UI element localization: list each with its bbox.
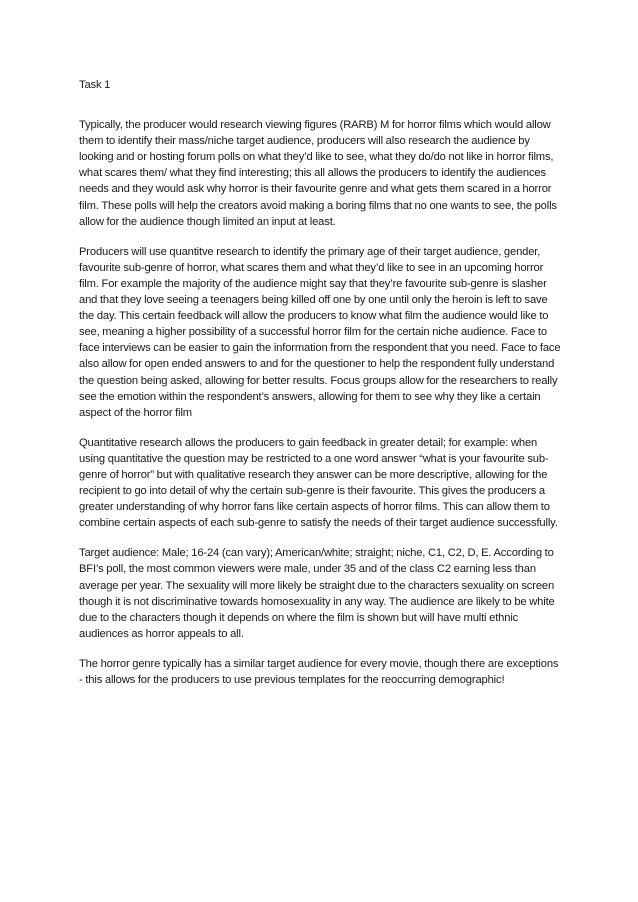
paragraph-target-audience: Target audience: Male; 16-24 (can vary); American/white; straight; niche, C1, C2, D, E. According to BFI’s poll, the most common viewers were male, under 35 and of the class C2 earning less than average per year. The sexuality will more likely be straight due to the characters sexuality on screen though it is not discriminative towards homosexuality in any way. The audience are likely to be white due to the characters though it depends on where the film is shown but will have multi ethnic audiences as horror appeals to all. bbox=[79, 547, 555, 640]
document-heading: Task 1 bbox=[79, 79, 111, 91]
paragraph-conclusion: The horror genre typically has a similar target audience for every movie, though there are exceptions - this allows for the producers to use previous templates for the reoccurring demographic! bbox=[79, 657, 559, 686]
paragraph-research-overview: Typically, the producer would research viewing figures (RARB) M for horror films which would allow them to identify their mass/niche target audience, producers will also research the audience by looking and or hosting forum polls on what they’d like to see, what they do/do not like in horror films, what scares them/ what they find interesting; this all allows the producers to identify the audiences needs and they would ask why horror is their favourite genre and what gets them scared in a horror film. These polls will help the creators avoid making a boring films that no one wants to see, the polls allow for the audience though limited an input at least. bbox=[79, 119, 557, 228]
paragraph-qualitative-research: Quantitative research allows the producers to gain feedback in greater detail; for example: when using quantitative the question may be restricted to a one word answer “what is your favourite sub-genre of horror” but with qualitative research they answer can be more descriptive, allowing for the recipient to go into detail of why the certain sub-genre is their favourite. This gives the producers a greater understanding of why horror fans like certain aspects of horror films. This can allow them to combine certain aspects of each sub-genre to satisfy the needs of their target audience successfully. bbox=[79, 436, 558, 530]
paragraph-quantitative-research: Producers will use quantitve research to identify the primary age of their target audience, gender, favourite sub-genre of horror, what scares them and what they’d like to see in an upcoming horror film. For example the majority of the audience might say that they’re favourite sub-genre is slasher and that they love seeing a teenagers being killed off one by one until only the heroin is left to save the day. This certain feedback will allow the producers to know what film the audience would like to see, meaning a higher possibility of a successful horror film for the certain niche audience. Face to face interviews can be easier to gain the information from the respondent that you need. Face to face also allow for open ended answers to and for the questioner to help the respondent fully understand the question being asked, allowing for better results. Focus groups allow for the researchers to really see the emotion within the respondent’s answers, allowing for them to see why they like a certain aspect of the horror film bbox=[79, 245, 561, 419]
document-body bbox=[79, 77, 561, 702]
